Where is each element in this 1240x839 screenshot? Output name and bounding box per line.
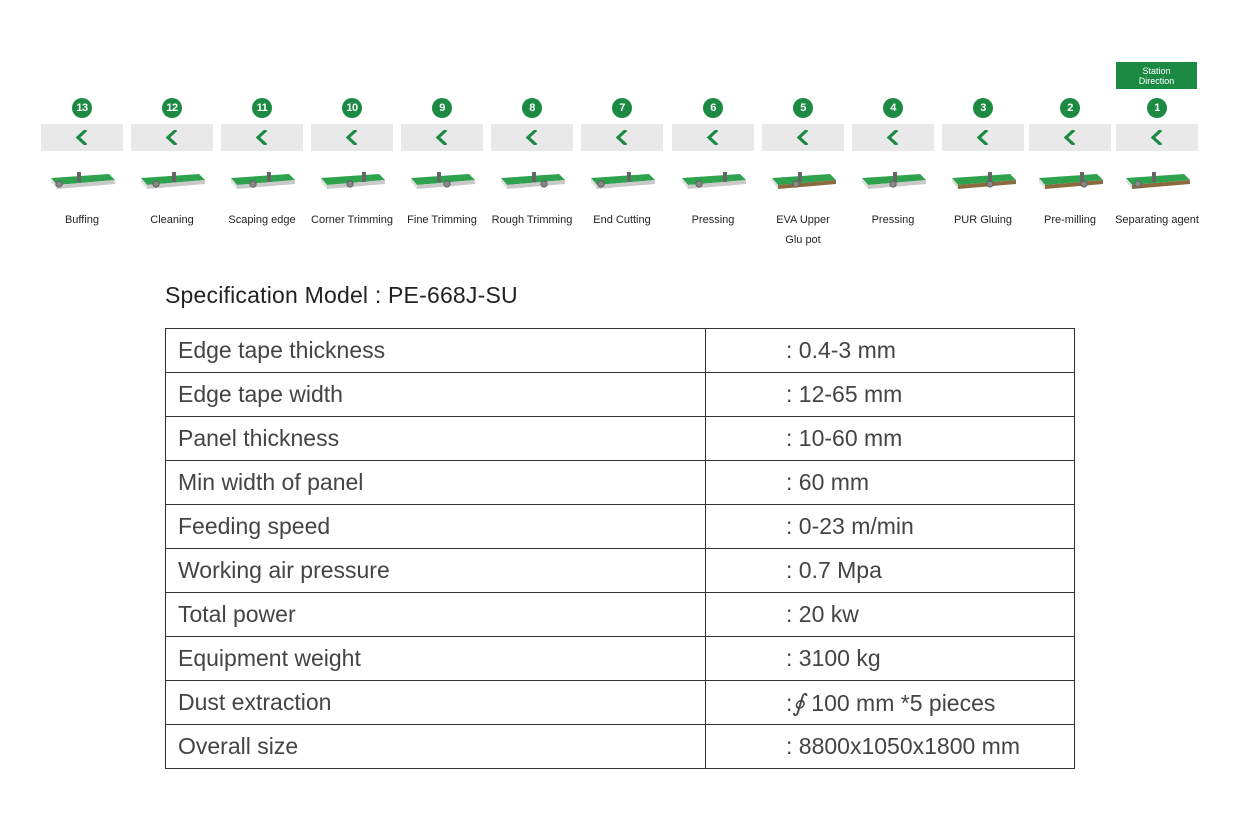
spec-row	[166, 593, 1075, 637]
direction-arrow-bar	[1029, 124, 1111, 151]
chevron-left-icon	[525, 130, 539, 145]
diameter-symbol: ∮	[792, 688, 805, 717]
rough-trimming-tool-icon	[497, 168, 567, 196]
direction-arrow-bar	[41, 124, 123, 151]
station-10	[311, 98, 393, 248]
station-label: EVA Upper Glu pot	[776, 214, 830, 246]
spec-value: : 20 kw	[706, 593, 1075, 637]
spec-value: : 0.7 Mpa	[706, 549, 1075, 593]
direction-arrow-bar	[581, 124, 663, 151]
pressing-rollers-icon	[678, 168, 748, 196]
station-number-badge: 7	[612, 98, 632, 118]
corner-trimming-tool-icon	[317, 168, 387, 196]
station-number-badge: 1	[1147, 98, 1167, 118]
station-number-badge: 3	[973, 98, 993, 118]
spec-value-text: 100 mm *5 pieces	[811, 689, 996, 716]
station-2	[1029, 98, 1111, 248]
glue-pot-icon	[768, 168, 838, 196]
spec-row	[166, 549, 1075, 593]
station-3	[942, 98, 1024, 248]
spec-key: Dust extraction	[166, 681, 706, 725]
direction-arrow-bar	[401, 124, 483, 151]
chevron-left-icon	[255, 130, 269, 145]
spec-row	[166, 329, 1075, 373]
direction-arrow-bar	[762, 124, 844, 151]
spec-title: Specification Model : PE-668J-SU	[165, 282, 518, 308]
station-number-badge: 5	[793, 98, 813, 118]
pre-milling-tool-icon	[1035, 168, 1105, 196]
spec-value-prefix: :	[786, 689, 793, 716]
chevron-left-icon	[1063, 130, 1077, 145]
direction-arrow-bar	[311, 124, 393, 151]
station-number-badge: 8	[522, 98, 542, 118]
direction-arrow-bar	[852, 124, 934, 151]
spec-key: Working air pressure	[166, 549, 706, 593]
chevron-left-icon	[706, 130, 720, 145]
station-direction-label	[1116, 62, 1197, 89]
station-label: Corner Trimming	[311, 214, 393, 226]
pressing-rollers-icon	[858, 168, 928, 196]
chevron-left-icon	[886, 130, 900, 145]
chevron-left-icon	[75, 130, 89, 145]
chevron-left-icon	[1150, 130, 1164, 145]
station-11	[221, 98, 303, 248]
station-label: Separating agent	[1115, 214, 1199, 226]
spec-key: Feeding speed	[166, 505, 706, 549]
spec-row	[166, 637, 1075, 681]
station-label: End Cutting	[593, 214, 651, 226]
spec-value: : 10-60 mm	[706, 417, 1075, 461]
scraping-tool-icon	[227, 168, 297, 196]
station-label: Buffing	[64, 214, 100, 226]
chevron-left-icon	[796, 130, 810, 145]
chevron-left-icon	[435, 130, 449, 145]
spec-table	[165, 328, 1075, 769]
direction-arrow-bar	[942, 124, 1024, 151]
spec-key: Edge tape thickness	[166, 329, 706, 373]
spec-key: Overall size	[166, 725, 706, 769]
station-number-badge: 6	[703, 98, 723, 118]
station-label: Pressing	[691, 214, 735, 226]
station-6	[672, 98, 754, 248]
station-1	[1116, 98, 1198, 248]
spec-value	[706, 681, 1075, 725]
chevron-left-icon	[615, 130, 629, 145]
station-number-badge: 11	[252, 98, 272, 118]
spec-key: Total power	[166, 593, 706, 637]
spec-key: Panel thickness	[166, 417, 706, 461]
station-number-badge: 12	[162, 98, 182, 118]
spec-row	[166, 681, 1075, 725]
spec-key: Equipment weight	[166, 637, 706, 681]
direction-arrow-bar	[221, 124, 303, 151]
station-number-badge: 10	[342, 98, 362, 118]
spec-key: Edge tape width	[166, 373, 706, 417]
station-label: Scaping edge	[228, 214, 296, 226]
spec-value: : 3100 kg	[706, 637, 1075, 681]
station-direction-text: Station Direction	[1138, 65, 1175, 86]
spec-row	[166, 725, 1075, 769]
fine-trimming-tool-icon	[407, 168, 477, 196]
station-number-badge: 4	[883, 98, 903, 118]
spec-value: : 0-23 m/min	[706, 505, 1075, 549]
station-7	[581, 98, 663, 248]
separating-agent-icon	[1122, 168, 1192, 196]
direction-arrow-bar	[1116, 124, 1198, 151]
station-4	[852, 98, 934, 248]
direction-arrow-bar	[491, 124, 573, 151]
spec-row	[166, 461, 1075, 505]
end-cutting-tool-icon	[587, 168, 657, 196]
station-number-badge: 13	[72, 98, 92, 118]
buffing-tool-icon	[47, 168, 117, 196]
station-5	[762, 98, 844, 248]
station-number-badge: 9	[432, 98, 452, 118]
pur-gluing-icon	[948, 168, 1018, 196]
spec-value: : 0.4-3 mm	[706, 329, 1075, 373]
station-label: PUR Gluing	[953, 214, 1013, 226]
station-number-badge: 2	[1060, 98, 1080, 118]
cleaning-tool-icon	[137, 168, 207, 196]
station-label: Fine Trimming	[407, 214, 477, 226]
direction-arrow-bar	[131, 124, 213, 151]
spec-value: : 60 mm	[706, 461, 1075, 505]
spec-row	[166, 373, 1075, 417]
direction-arrow-bar	[672, 124, 754, 151]
chevron-left-icon	[976, 130, 990, 145]
spec-value: : 8800x1050x1800 mm	[706, 725, 1075, 769]
spec-value: : 12-65 mm	[706, 373, 1075, 417]
chevron-left-icon	[165, 130, 179, 145]
station-label: Pressing	[871, 214, 915, 226]
spec-row	[166, 417, 1075, 461]
station-13	[41, 98, 123, 248]
station-8	[491, 98, 573, 248]
spec-row	[166, 505, 1075, 549]
station-label: Pre-milling	[1044, 214, 1096, 226]
spec-key: Min width of panel	[166, 461, 706, 505]
station-9	[401, 98, 483, 248]
chevron-left-icon	[345, 130, 359, 145]
station-label: Rough Trimming	[491, 214, 573, 226]
station-label: Cleaning	[150, 214, 194, 226]
station-12	[131, 98, 213, 248]
